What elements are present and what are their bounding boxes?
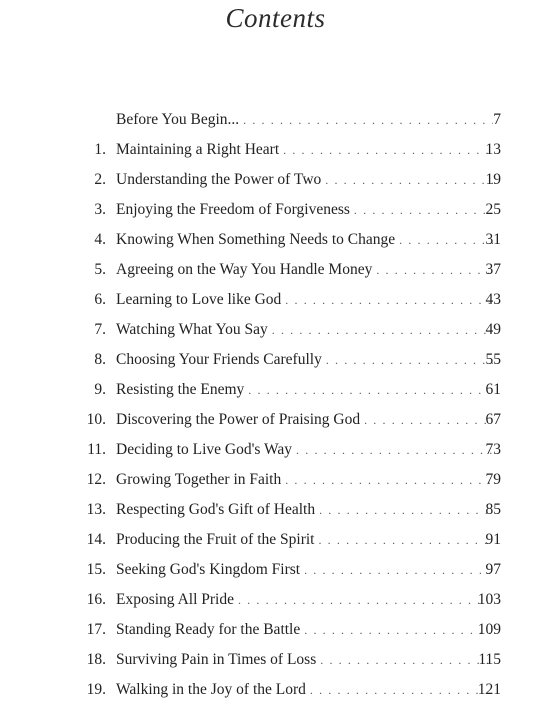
entry-title-with-leader — [116, 525, 503, 555]
chapter-number: 1. — [94, 141, 106, 158]
toc-entry[interactable] — [0, 585, 551, 615]
chapter-number: 9. — [94, 381, 106, 398]
page-number: 121 — [477, 681, 501, 698]
toc-entry[interactable] — [0, 105, 551, 135]
dot-leader — [243, 105, 493, 135]
toc-entry[interactable] — [0, 345, 551, 375]
toc-entry[interactable] — [0, 285, 551, 315]
toc-entry[interactable] — [0, 225, 551, 255]
page-number: 85 — [485, 501, 501, 518]
entry-title-with-leader — [116, 195, 503, 225]
page-number: 79 — [485, 471, 501, 488]
chapter-title: Knowing When Something Needs to Change — [116, 231, 396, 248]
chapter-number: 19. — [86, 681, 106, 698]
toc-entry[interactable] — [0, 555, 551, 585]
entry-title-with-leader — [116, 375, 503, 405]
chapter-title: Standing Ready for the Battle — [116, 621, 301, 638]
dot-leader — [272, 315, 493, 345]
chapter-number: 3. — [94, 201, 106, 218]
entry-title-with-leader — [116, 135, 503, 165]
chapter-title: Enjoying the Freedom of Forgiveness — [116, 201, 350, 218]
page-number: 103 — [477, 591, 501, 608]
chapter-number: 10. — [86, 411, 106, 428]
entry-title-with-leader — [116, 675, 503, 705]
chapter-title: Deciding to Live God's Way — [116, 441, 293, 458]
toc-entry[interactable] — [0, 315, 551, 345]
chapter-title: Maintaining a Right Heart — [116, 141, 280, 158]
toc-entry[interactable] — [0, 165, 551, 195]
chapter-title: Exposing All Pride — [116, 591, 234, 608]
page-number: 73 — [485, 441, 501, 458]
dot-leader — [248, 375, 493, 405]
toc-entry[interactable] — [0, 645, 551, 675]
chapter-number: 2. — [94, 171, 106, 188]
page-number: 67 — [485, 411, 501, 428]
chapter-title: Producing the Fruit of the Spirit — [116, 531, 315, 548]
entry-title-with-leader — [116, 405, 503, 435]
chapter-number: 14. — [86, 531, 106, 548]
page-title: Contents — [225, 3, 326, 33]
entry-title-with-leader — [116, 615, 503, 645]
toc-entry[interactable] — [0, 675, 551, 705]
page-number: 25 — [485, 201, 501, 218]
chapter-number: 4. — [94, 231, 106, 248]
chapter-number: 15. — [86, 561, 106, 578]
entry-title-with-leader — [116, 495, 503, 525]
page-number: 49 — [485, 321, 501, 338]
page-number: 115 — [478, 651, 501, 668]
chapter-number: 18. — [86, 651, 106, 668]
toc-entry[interactable] — [0, 435, 551, 465]
table-of-contents — [0, 105, 551, 705]
entry-title-with-leader — [116, 255, 503, 285]
entry-title-with-leader — [116, 225, 503, 255]
toc-entry[interactable] — [0, 525, 551, 555]
entry-title-with-leader — [116, 465, 503, 495]
chapter-number: 7. — [94, 321, 106, 338]
chapter-title: Surviving Pain in Times of Loss — [116, 651, 317, 668]
dot-leader — [238, 585, 493, 615]
entry-title-with-leader — [116, 555, 503, 585]
entry-title-with-leader — [116, 285, 503, 315]
chapter-title: Seeking God's Kingdom First — [116, 561, 301, 578]
page-number: 7 — [493, 111, 501, 128]
chapter-number: 8. — [94, 351, 106, 368]
toc-entry[interactable] — [0, 135, 551, 165]
toc-entry[interactable] — [0, 375, 551, 405]
page-number: 97 — [485, 561, 501, 578]
toc-entry[interactable] — [0, 255, 551, 285]
chapter-title: Agreeing on the Way You Handle Money — [116, 261, 373, 278]
toc-entry[interactable] — [0, 405, 551, 435]
chapter-number: 6. — [94, 291, 106, 308]
chapter-title: Growing Together in Faith — [116, 471, 282, 488]
page-number: 19 — [485, 171, 501, 188]
chapter-title: Discovering the Power of Praising God — [116, 411, 361, 428]
entry-title-with-leader — [116, 165, 503, 195]
chapter-title: Before You Begin... — [116, 111, 240, 128]
chapter-number: 17. — [86, 621, 106, 638]
entry-title-with-leader — [116, 315, 503, 345]
entry-title-with-leader — [116, 435, 503, 465]
toc-entry[interactable] — [0, 465, 551, 495]
entry-title-with-leader — [116, 105, 503, 135]
chapter-number: 12. — [86, 471, 106, 488]
entry-title-with-leader — [116, 645, 503, 675]
page-number: 37 — [485, 261, 501, 278]
toc-entry[interactable] — [0, 495, 551, 525]
chapter-number: 16. — [86, 591, 106, 608]
page-number: 43 — [485, 291, 501, 308]
page-number: 91 — [485, 531, 501, 548]
chapter-title: Choosing Your Friends Carefully — [116, 351, 322, 368]
page-number: 55 — [485, 351, 501, 368]
chapter-title: Respecting God's Gift of Health — [116, 501, 316, 518]
chapter-title: Watching What You Say — [116, 321, 268, 338]
page-number: 13 — [485, 141, 501, 158]
chapter-title: Resisting the Enemy — [116, 381, 245, 398]
entry-title-with-leader — [116, 585, 503, 615]
page-number: 109 — [477, 621, 501, 638]
chapter-number: 5. — [94, 261, 106, 278]
chapter-number: 11. — [87, 441, 106, 458]
page-number: 31 — [485, 231, 501, 248]
toc-entry[interactable] — [0, 615, 551, 645]
page-number: 61 — [485, 381, 501, 398]
chapter-title: Walking in the Joy of the Lord — [116, 681, 306, 698]
chapter-title: Learning to Love like God — [116, 291, 282, 308]
chapter-title: Understanding the Power of Two — [116, 171, 322, 188]
chapter-number: 13. — [86, 501, 106, 518]
toc-entry[interactable] — [0, 195, 551, 225]
entry-title-with-leader — [116, 345, 503, 375]
